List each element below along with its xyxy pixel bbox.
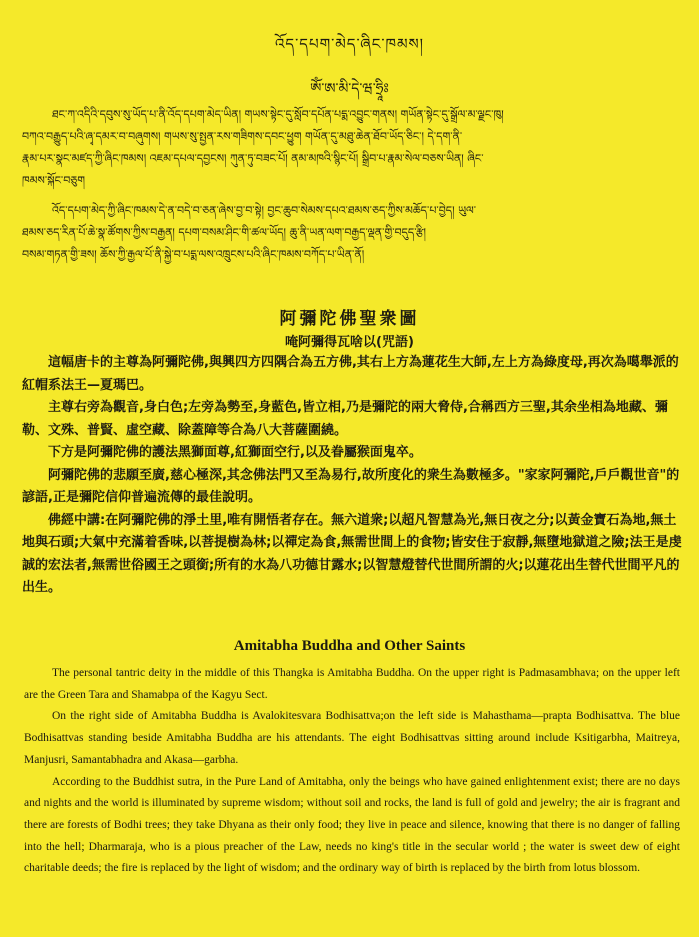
- tibetan-paragraph-1: [22, 104, 680, 192]
- chinese-paragraph: 主尊右旁為觀音,身白色;左旁為勢至,身藍色,皆立相,乃是彌陀的兩大脅侍,合稱西方三聖,其余坐相為地藏、彌勒、文殊、普賢、虛空藏、除蓋障等合為八大菩薩圍繞。: [22, 400, 668, 438]
- english-title: Amitabha Buddha and Other Saints: [233, 638, 466, 654]
- chinese-subtitle: 唵阿彌得瓦啥以(咒語): [285, 335, 414, 350]
- chinese-body: [22, 352, 682, 600]
- tibetan-line: ཐམས་ཅད་རིན་པོ་ཆེ་སྣ་ཚོགས་ཀྱིས་བརྒྱན། དཔག་བསམ་ཤིང་གི་ཚལ་ཡོད། ཆུ་ནི་ཡན་ལག་བརྒྱད་ལྡན་གྱི་བདུད་རྩི།: [22, 226, 426, 239]
- chinese-paragraph: 這幅唐卡的主尊為阿彌陀佛,與興四方四隅合為五方佛,其右上方為蓮花生大師,左上方為綠度母,再次為噶舉派的紅帽系法王—夏瑪巴。: [22, 355, 679, 393]
- tibetan-line: ཐང་ཀ་འདིའི་དབུས་སུ་ཡོད་པ་ནི་འོད་དཔག་མེད་ཡིན། གཡས་སྟེང་དུ་སློབ་དཔོན་པདྨ་འབྱུང་གནས། གཡོན་སྟེང་དུ་སྒྲོལ་མ་ལྗང་ཁུ།: [52, 108, 504, 121]
- chinese-paragraph: 阿彌陀佛的悲願至廣,慈心極深,其念佛法門又至為易行,故所度化的衆生為數極多。"家家阿彌陀,戶戶觀世音"的諺語,正是彌陀信仰普遍流傳的最佳說明。: [22, 467, 680, 505]
- tibetan-line: འོད་དཔག་མེད་ཀྱི་ཞིང་ཁམས་དེ་ན་བདེ་བ་ཅན་ཞེས་བྱ་བ་སྟེ། བྱང་ཆུབ་སེམས་དཔའ་ཐམས་ཅད་ཀྱིས་མཆོད་པ་བྱེད། ཡུལ་: [52, 204, 477, 217]
- chinese-paragraph: 佛經中講:在阿彌陀佛的淨土里,唯有開悟者存在。無六道衆;以超凡智慧為光,無日夜之分;以黃金寶石為地,無土地與石頭;大氣中充滿着香味,以菩提樹為林;以禪定為食,無需世間上的食物;皆安住于寂靜,無墮地獄道之險;法王是虔誠的宏法者,無需世俗國王之頭銜;所有的水為八功德甘露水;以智慧燈替代世間所謂的火;以蓮花出生替代世間平凡的出生。: [22, 512, 682, 595]
- tibetan-paragraph-2: [22, 200, 680, 266]
- english-paragraph: On the right side of Amitabha Buddha is Avalokitesvara Bodhisattva;on the left side is Mahasthama—prapta Bodhisattva. The blue Bodhisattvas standing beside Amitabha Buddha are his attendants. The eight Bodhisattvas sitting around include Ksitigarbha, Maitreya, Manjusri, Samantabhadra and Akasa—garbha.: [24, 710, 680, 766]
- tibetan-line: བཀའ་བརྒྱུད་པའི་ཞྭ་དམར་བ་བཞུགས། གཡས་སུ་སྤྱན་རས་གཟིགས་དབང་ཕྱུག གཡོན་དུ་མཐུ་ཆེན་ཐོབ་ཡོད་ཅིང་། དེ་དག་ནི་: [22, 130, 463, 143]
- chinese-title: 阿彌陀佛聖衆圖: [279, 309, 420, 329]
- tibetan-line: ཁམས་སྐོང་བཅུག: [22, 174, 86, 187]
- chinese-paragraph: 下方是阿彌陀佛的護法黑獅面尊,紅獅面空行,以及眷屬猴面鬼卒。: [48, 445, 422, 460]
- tibetan-line: བསམ་གཏན་གྱི་ཟས། ཆོས་ཀྱི་རྒྱལ་པོ་ནི་སྐྱེ་བ་པདྨ་ལས་འཁྲུངས་པའི་ཞིང་ཁམས་བཀོད་པ་ཡིན་ནོ།: [22, 248, 365, 261]
- english-paragraph: According to the Buddhist sutra, in the Pure Land of Amitabha, only the beings who have gained enlightenment exist; there are no days and nights and the world is illuminated by supreme wisdom; without soil and rocks, the land is full of gold and jewelry; the air is fragrant and there are forests of Bodhi trees; they take Dhyana as their only food; they live in peace and silence, knowing that there is no danger of falling into the hell; Dharmaraja, who is a pious preacher of the Law, needs no king's title in the secular world ; the water is sweet dew of eight charitable deeds; the fire is replaced by the light of wisdom; and the ordinary way of birth is replaced by the birth from lotus blossom.: [24, 775, 680, 875]
- tibetan-title: འོད་དཔག་མེད་ཞིང་ཁམས།: [274, 35, 424, 53]
- tibetan-line: རྣམ་པར་སྣང་མཛད་ཀྱི་ཞིང་ཁམས། འཇམ་དཔལ་དབྱངས། ཀུན་ཏུ་བཟང་པོ། ནམ་མཁའི་སྙིང་པོ། སྒྲིབ་པ་རྣམ་སེལ་བཅས་ཡིན། ཞིང་: [22, 152, 484, 165]
- tibetan-mantra: ཨོཾ་ཨ་མི་དེ་ཝ་ཧྲཱིཿ: [310, 81, 389, 97]
- english-paragraph: The personal tantric deity in the middle of this Thangka is Amitabha Buddha. On the upper right is Padmasambhava; on the upper left are the Green Tara and Shamabpa of the Kagyu Sect.: [24, 667, 680, 701]
- english-body: [24, 663, 680, 880]
